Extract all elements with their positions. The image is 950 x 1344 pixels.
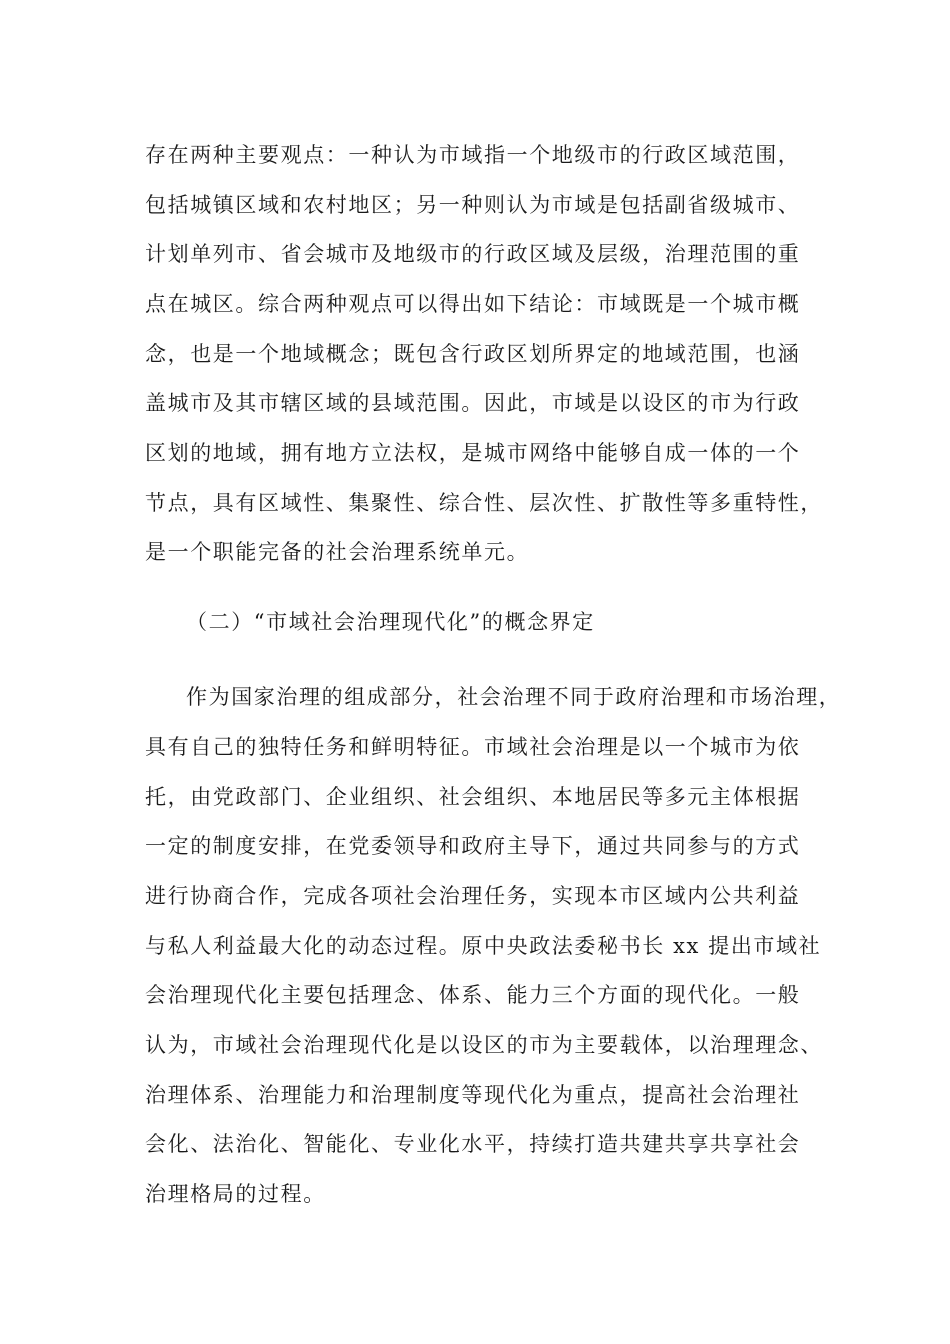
paragraph-2-line-2: 具有自己的独特任务和鲜明特征。市域社会治理是以一个城市为依 — [145, 735, 801, 759]
paragraph-2-line-5: 进行协商合作，完成各项社会治理任务，实现本市区域内公共利益 — [145, 884, 801, 908]
paragraph-2-line-7: 会治理现代化主要包括理念、体系、能力三个方面的现代化。一般 — [145, 983, 801, 1007]
paragraph-1-line-1: 存在两种主要观点：一种认为市域指一个地级市的行政区域范围， — [145, 143, 801, 167]
paragraph-2-line-3: 托，由党政部门、企业组织、社会组织、本地居民等多元主体根据 — [145, 785, 801, 809]
paragraph-2-line-11: 治理格局的过程。 — [145, 1182, 326, 1206]
paragraph-1-line-9: 是一个职能完备的社会治理系统单元。 — [145, 540, 530, 564]
paragraph-1-line-6: 盖城市及其市辖区域的县域范围。因此，市域是以设区的市为行政 — [145, 391, 801, 415]
section-heading: （二）“市域社会治理现代化”的概念界定 — [186, 610, 595, 634]
paragraph-2-line-6: 与私人利益最大化的动态过程。原中央政法委秘书长 xx 提出市域社 — [145, 934, 822, 958]
paragraph-2-line-9: 治理体系、治理能力和治理制度等现代化为重点，提高社会治理社 — [145, 1083, 801, 1107]
paragraph-2-line-4: 一定的制度安排，在党委领导和政府主导下，通过共同参与的方式 — [145, 834, 801, 858]
paragraph-1-line-2: 包括城镇区域和农村地区；另一种则认为市域是包括副省级城市、 — [145, 193, 801, 217]
paragraph-1-line-4: 点在城区。综合两种观点可以得出如下结论：市域既是一个城市概 — [145, 292, 801, 316]
paragraph-2-line-1: 作为国家治理的组成部分，社会治理不同于政府治理和市场治理， — [186, 685, 842, 709]
paragraph-2-line-10: 会化、法治化、智能化、专业化水平，持续打造共建共享共享社会 — [145, 1132, 801, 1156]
paragraph-1-line-8: 节点，具有区域性、集聚性、综合性、层次性、扩散性等多重特性， — [145, 491, 823, 515]
paragraph-2-line-8: 认为，市域社会治理现代化是以设区的市为主要载体，以治理理念、 — [145, 1033, 823, 1057]
paragraph-1-line-3: 计划单列市、省会城市及地级市的行政区域及层级，治理范围的重 — [145, 242, 801, 266]
paragraph-1-line-5: 念，也是一个地域概念；既包含行政区划所界定的地域范围，也涵 — [145, 342, 801, 366]
paragraph-1-line-7: 区划的地域，拥有地方立法权，是城市网络中能够自成一体的一个 — [145, 441, 801, 465]
